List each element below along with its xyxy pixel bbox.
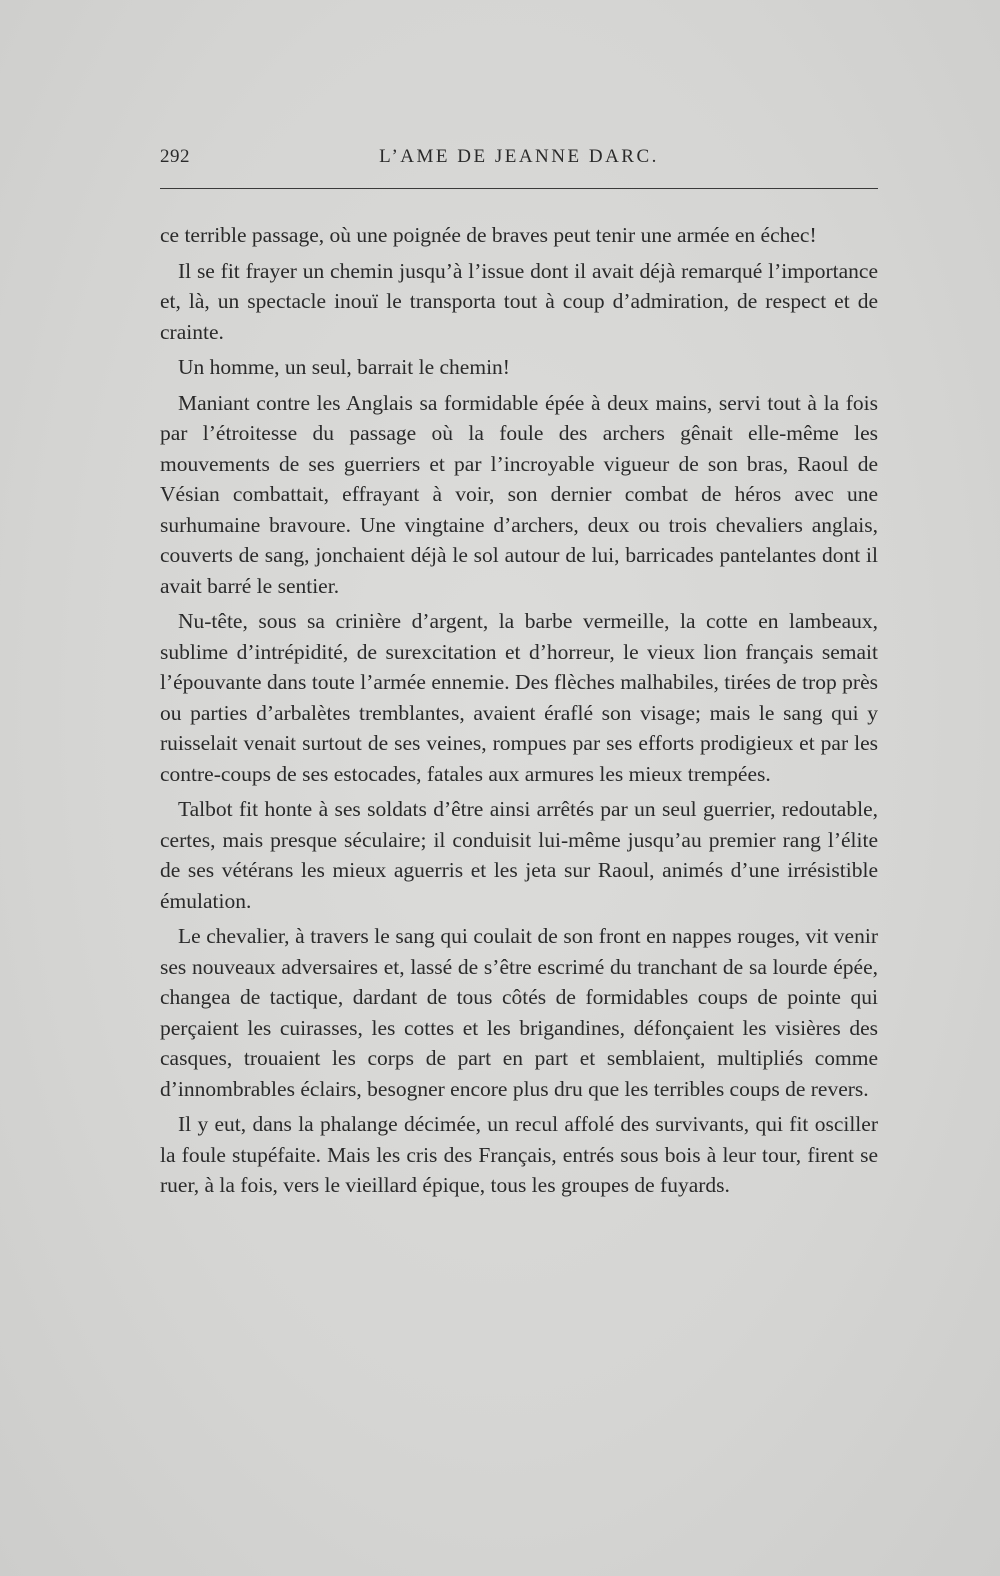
paragraph: Le chevalier, à travers le sang qui coulait de son front en nappes rouges, vit venir ses nouveaux adversaires et, lassé de s’être escrimé du tranchant de sa lourde épée, changea de tactique, dardant de tous côtés de formidables coups de pointe qui perçaient les cuirasses, les cottes et les brigandines, défonçaient les visières des casques, trouaient les corps de part en part et semblaient, multipliés comme d’innombrables éclairs, besogner encore plus dru que les terribles coups de revers. <box>160 924 878 1101</box>
paragraph: ce terrible passage, où une poignée de braves peut tenir une armée en échec! <box>160 223 817 247</box>
paragraph: Nu-tête, sous sa crinière d’argent, la barbe vermeille, la cotte en lambeaux, sublime d’intrépidité, de surexcitation et d’horreur, le vieux lion français semait l’épouvante dans toute l’armée ennemie. Des flèches malhabiles, tirées de trop près ou parties d’arbalètes tremblantes, avaient éraflé son visage; mais le sang qui y ruisselait venait surtout de ses veines, rompues par ses efforts prodigieux et par les contre-coups de ses estocades, fatales aux armures les mieux trempées. <box>160 609 878 786</box>
page-number: 292 <box>160 146 190 167</box>
paragraph: Il y eut, dans la phalange décimée, un recul affolé des survivants, qui fit osciller la foule stupéfaite. Mais les cris des Français, entrés sous bois à leur tour, firent se ruer, à la fois, vers le vieillard épique, tous les groupes de fuyards. <box>160 1112 878 1197</box>
header-rule <box>160 188 878 189</box>
page-header <box>160 146 878 176</box>
body-text <box>160 220 878 1206</box>
paragraph: Talbot fit honte à ses soldats d’être ainsi arrêtés par un seul guerrier, redoutable, certes, mais presque séculaire; il conduisit lui-même jusqu’au premier rang l’élite de ses vétérans les mieux aguerris et les jeta sur Raoul, animés d’une irrésistible émulation. <box>160 797 878 913</box>
paragraph: Un homme, un seul, barrait le chemin! <box>178 355 510 379</box>
paragraph: Maniant contre les Anglais sa formidable épée à deux mains, servi tout à la fois par l’étroitesse du passage où la foule des archers gênait elle-même les mouvements de ses guerriers et par l’incroyable vigueur de son bras, Raoul de Vésian combattait, effrayant à voir, son dernier combat de héros avec une surhumaine bravoure. Une vingtaine d’archers, deux ou trois chevaliers anglais, couverts de sang, jonchaient déjà le sol autour de lui, barricades pantelantes dont il avait barré le sentier. <box>160 390 878 598</box>
paragraph: Il se fit frayer un chemin jusqu’à l’issue dont il avait déjà remarqué l’importance et, là, un spectacle inouï le transporta tout à coup d’admiration, de respect et de crainte. <box>160 258 878 344</box>
running-title: L’AME DE JEANNE DARC. <box>379 146 659 167</box>
